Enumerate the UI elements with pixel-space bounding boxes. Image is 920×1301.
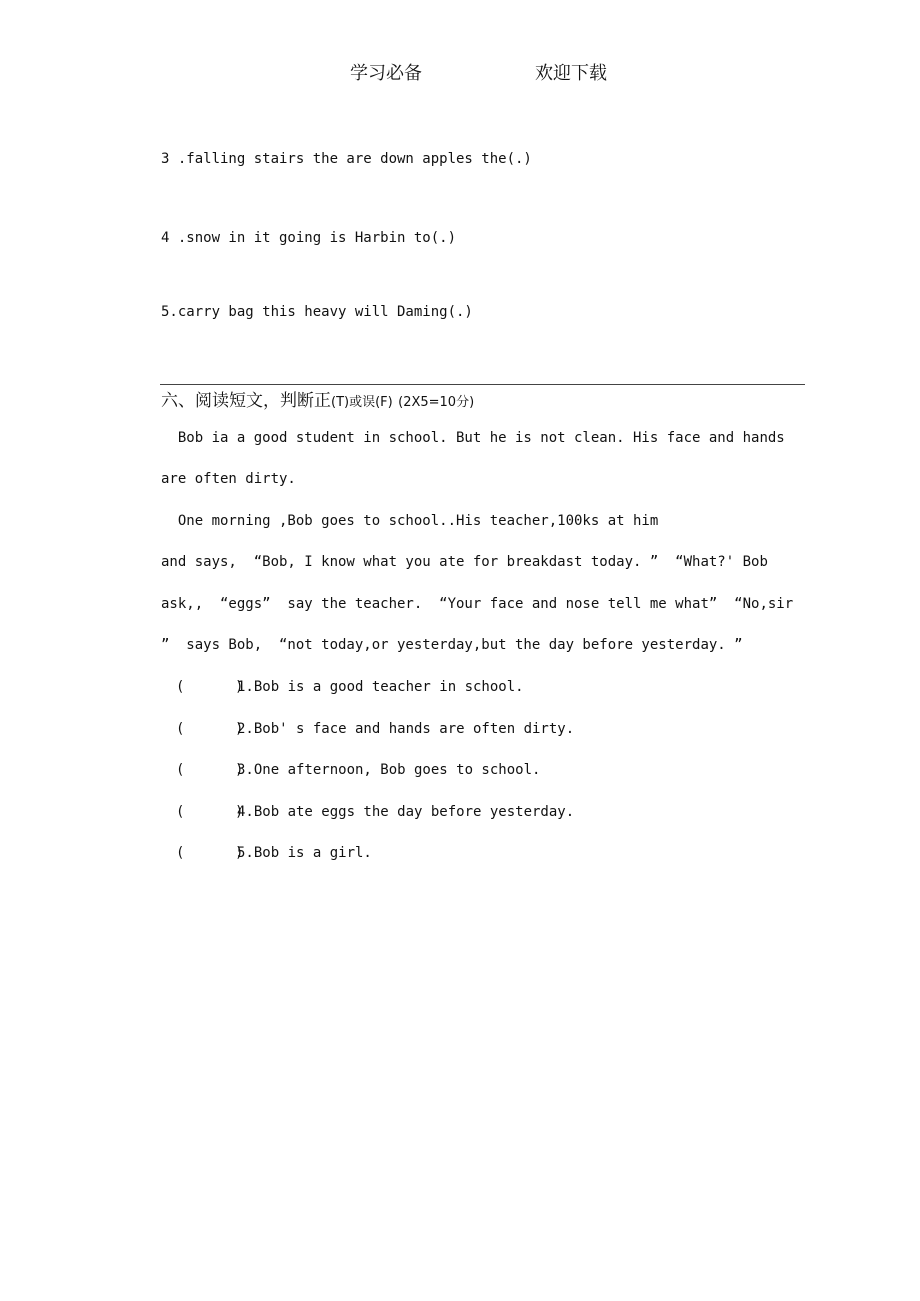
passage-line: ask,, “eggs” say the teacher. “Your face and nose tell me what” “No,sir	[161, 596, 794, 612]
passage-line: and says, “Bob, I know what you ate for breakdast today. ” “What?' Bob	[161, 554, 768, 570]
question-text: 4.Bob ate eggs the day before yesterday.	[237, 804, 575, 820]
question-answer-blank[interactable]: ( )	[176, 762, 244, 778]
header-right-title: 欢迎下载	[535, 63, 607, 84]
passage-line: Bob ia a good student in school. But he is not clean. His face and hands	[161, 430, 785, 446]
passage-line: ” says Bob, “not today,or yesterday,but the day before yesterday. ”	[161, 637, 743, 653]
section-six-title-marks: (T)或误(F)	[331, 395, 393, 410]
passage-line: One morning ,Bob goes to school..His teacher,100ks at him	[161, 513, 659, 529]
section-six-title-text: 六、阅读短文，判断正	[161, 391, 331, 411]
section-six-title	[161, 386, 474, 411]
question-answer-blank[interactable]: ( )	[176, 679, 244, 695]
ordering-item-4: 4 .snow in it going is Harbin to(.)	[161, 230, 457, 246]
question-answer-blank[interactable]: ( )	[176, 804, 244, 820]
question-text: 3.One afternoon, Bob goes to school.	[237, 762, 541, 778]
section-divider	[160, 384, 805, 385]
question-text: 2.Bob' s face and hands are often dirty.	[237, 721, 575, 737]
header-left-title: 学习必备	[350, 63, 422, 84]
passage-line: are often dirty.	[161, 471, 296, 487]
question-text: 5.Bob is a girl.	[237, 845, 372, 861]
section-six-title-score: (2X5=10分)	[398, 395, 475, 410]
ordering-item-3: 3 .falling stairs the are down apples the(.)	[161, 151, 532, 167]
question-answer-blank[interactable]: ( )	[176, 721, 244, 737]
question-text: 1.Bob is a good teacher in school.	[237, 679, 524, 695]
ordering-item-5: 5.carry bag this heavy will Daming(.)	[161, 304, 473, 320]
question-answer-blank[interactable]: ( )	[176, 845, 244, 861]
